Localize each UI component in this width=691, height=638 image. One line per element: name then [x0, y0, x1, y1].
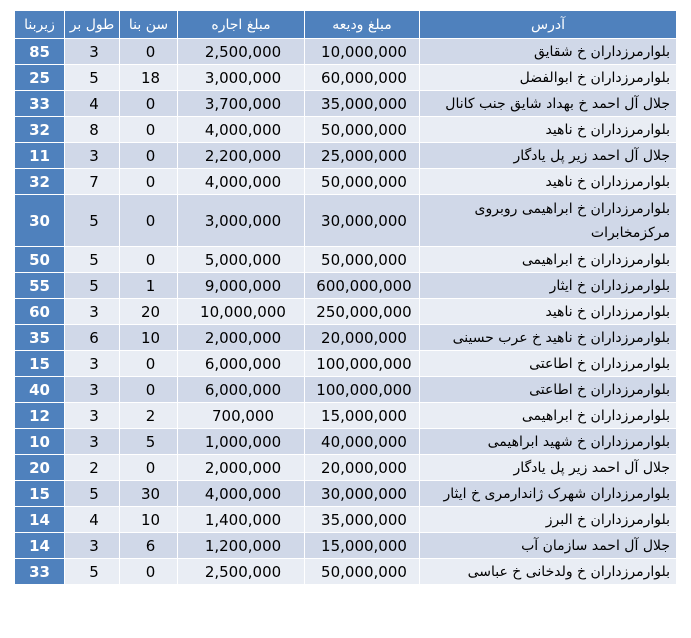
cell-age: 6 [120, 533, 178, 559]
table-row [15, 559, 677, 585]
cell-age: 10 [120, 325, 178, 351]
cell-address: بلوارمرزداران خ ابوالفضل [420, 65, 677, 91]
cell-address: بلوارمرزداران خ البرز [420, 507, 677, 533]
cell-deposit: 50,000,000 [305, 117, 420, 143]
cell-deposit: 50,000,000 [305, 559, 420, 585]
cell-age: 30 [120, 481, 178, 507]
rental-listings-table [14, 10, 677, 585]
cell-rent: 1,200,000 [178, 533, 305, 559]
header-length: طول بر [65, 11, 120, 39]
cell-length: 8 [65, 117, 120, 143]
cell-length: 3 [65, 143, 120, 169]
cell-rent: 9,000,000 [178, 273, 305, 299]
cell-deposit: 25,000,000 [305, 143, 420, 169]
cell-deposit: 40,000,000 [305, 429, 420, 455]
cell-length: 5 [65, 481, 120, 507]
cell-address: بلوارمرزداران خ ابراهیمی روبروی مرکزمخابرات [420, 195, 677, 247]
cell-address: بلوارمرزداران خ ایثار [420, 273, 677, 299]
table-row [15, 39, 677, 65]
cell-area: 33 [15, 559, 65, 585]
cell-age: 0 [120, 39, 178, 65]
cell-age: 0 [120, 455, 178, 481]
cell-deposit: 100,000,000 [305, 351, 420, 377]
table-row [15, 351, 677, 377]
cell-rent: 4,000,000 [178, 169, 305, 195]
cell-area: 20 [15, 455, 65, 481]
cell-deposit: 35,000,000 [305, 507, 420, 533]
table-row [15, 533, 677, 559]
cell-address: بلوارمرزداران خ ناهید خ عرب حسینی [420, 325, 677, 351]
cell-area: 32 [15, 169, 65, 195]
cell-age: 0 [120, 91, 178, 117]
cell-address: جلال آل احمد زیر پل یادگار [420, 143, 677, 169]
listing-table-container [14, 10, 676, 585]
table-row [15, 377, 677, 403]
cell-rent: 2,200,000 [178, 143, 305, 169]
cell-area: 60 [15, 299, 65, 325]
cell-deposit: 20,000,000 [305, 325, 420, 351]
cell-age: 0 [120, 195, 178, 247]
cell-address: بلوارمرزداران خ ناهید [420, 169, 677, 195]
cell-deposit: 100,000,000 [305, 377, 420, 403]
cell-address: جلال آل احمد خ بهداد شایق جنب کانال [420, 91, 677, 117]
cell-length: 6 [65, 325, 120, 351]
cell-rent: 2,000,000 [178, 455, 305, 481]
cell-rent: 6,000,000 [178, 377, 305, 403]
cell-rent: 4,000,000 [178, 481, 305, 507]
cell-length: 3 [65, 533, 120, 559]
cell-rent: 3,000,000 [178, 65, 305, 91]
cell-length: 3 [65, 351, 120, 377]
cell-length: 5 [65, 65, 120, 91]
cell-area: 11 [15, 143, 65, 169]
cell-length: 7 [65, 169, 120, 195]
cell-age: 0 [120, 169, 178, 195]
cell-area: 14 [15, 507, 65, 533]
cell-deposit: 15,000,000 [305, 533, 420, 559]
cell-length: 5 [65, 247, 120, 273]
header-address: آدرس [420, 11, 677, 39]
cell-age: 0 [120, 559, 178, 585]
cell-deposit: 50,000,000 [305, 247, 420, 273]
cell-length: 5 [65, 195, 120, 247]
cell-deposit: 30,000,000 [305, 195, 420, 247]
cell-address: بلوارمرزداران خ اطاعتی [420, 351, 677, 377]
cell-length: 3 [65, 299, 120, 325]
cell-length: 5 [65, 559, 120, 585]
table-row [15, 455, 677, 481]
cell-age: 18 [120, 65, 178, 91]
cell-rent: 700,000 [178, 403, 305, 429]
cell-rent: 2,500,000 [178, 39, 305, 65]
cell-length: 3 [65, 403, 120, 429]
cell-age: 2 [120, 403, 178, 429]
table-row [15, 273, 677, 299]
cell-rent: 3,700,000 [178, 91, 305, 117]
cell-length: 2 [65, 455, 120, 481]
cell-rent: 6,000,000 [178, 351, 305, 377]
cell-deposit: 50,000,000 [305, 169, 420, 195]
cell-address: بلوارمرزداران خ اطاعتی [420, 377, 677, 403]
cell-address: بلوارمرزداران خ ناهید [420, 117, 677, 143]
cell-deposit: 250,000,000 [305, 299, 420, 325]
cell-area: 55 [15, 273, 65, 299]
cell-length: 4 [65, 507, 120, 533]
cell-area: 15 [15, 481, 65, 507]
cell-address: بلوارمرزداران خ ناهید [420, 299, 677, 325]
cell-area: 12 [15, 403, 65, 429]
table-body [15, 39, 677, 585]
cell-address: بلوارمرزداران شهرک ژاندارمری خ ایثار [420, 481, 677, 507]
cell-address: جلال آل احمد سازمان آب [420, 533, 677, 559]
cell-age: 0 [120, 247, 178, 273]
cell-address: بلوارمرزداران خ ابراهیمی [420, 247, 677, 273]
header-rent: مبلغ اجاره [178, 11, 305, 39]
table-row [15, 403, 677, 429]
cell-age: 0 [120, 351, 178, 377]
header-deposit: مبلغ ودیعه [305, 11, 420, 39]
header-age: سن بنا [120, 11, 178, 39]
cell-area: 33 [15, 91, 65, 117]
cell-deposit: 35,000,000 [305, 91, 420, 117]
cell-length: 3 [65, 429, 120, 455]
table-row [15, 507, 677, 533]
cell-length: 5 [65, 273, 120, 299]
cell-deposit: 15,000,000 [305, 403, 420, 429]
cell-age: 10 [120, 507, 178, 533]
cell-length: 4 [65, 91, 120, 117]
cell-deposit: 60,000,000 [305, 65, 420, 91]
cell-area: 25 [15, 65, 65, 91]
cell-rent: 2,500,000 [178, 559, 305, 585]
cell-address: بلوارمرزداران خ شقایق [420, 39, 677, 65]
cell-age: 0 [120, 117, 178, 143]
cell-address: بلوارمرزداران خ ولدخانی خ عباسی [420, 559, 677, 585]
cell-rent: 1,400,000 [178, 507, 305, 533]
cell-address: بلوارمرزداران خ ابراهیمی [420, 403, 677, 429]
table-row [15, 247, 677, 273]
cell-rent: 4,000,000 [178, 117, 305, 143]
cell-area: 40 [15, 377, 65, 403]
cell-deposit: 20,000,000 [305, 455, 420, 481]
cell-area: 32 [15, 117, 65, 143]
cell-area: 15 [15, 351, 65, 377]
cell-rent: 5,000,000 [178, 247, 305, 273]
cell-deposit: 10,000,000 [305, 39, 420, 65]
table-row [15, 91, 677, 117]
table-row [15, 65, 677, 91]
table-row [15, 195, 677, 247]
cell-rent: 10,000,000 [178, 299, 305, 325]
cell-age: 0 [120, 143, 178, 169]
cell-area: 14 [15, 533, 65, 559]
cell-address: بلوارمرزداران خ شهید ابراهیمی [420, 429, 677, 455]
cell-length: 3 [65, 39, 120, 65]
table-row [15, 117, 677, 143]
cell-area: 85 [15, 39, 65, 65]
cell-age: 20 [120, 299, 178, 325]
header-row [15, 11, 677, 39]
cell-area: 50 [15, 247, 65, 273]
cell-area: 30 [15, 195, 65, 247]
table-row [15, 299, 677, 325]
table-row [15, 429, 677, 455]
cell-rent: 1,000,000 [178, 429, 305, 455]
cell-area: 35 [15, 325, 65, 351]
table-row [15, 481, 677, 507]
cell-rent: 3,000,000 [178, 195, 305, 247]
cell-rent: 2,000,000 [178, 325, 305, 351]
cell-address: جلال آل احمد زیر پل یادگار [420, 455, 677, 481]
cell-age: 1 [120, 273, 178, 299]
table-row [15, 325, 677, 351]
cell-age: 5 [120, 429, 178, 455]
cell-age: 0 [120, 377, 178, 403]
table-row [15, 169, 677, 195]
table-row [15, 143, 677, 169]
header-area: زیربنا [15, 11, 65, 39]
cell-area: 10 [15, 429, 65, 455]
cell-deposit: 600,000,000 [305, 273, 420, 299]
cell-deposit: 30,000,000 [305, 481, 420, 507]
cell-length: 3 [65, 377, 120, 403]
